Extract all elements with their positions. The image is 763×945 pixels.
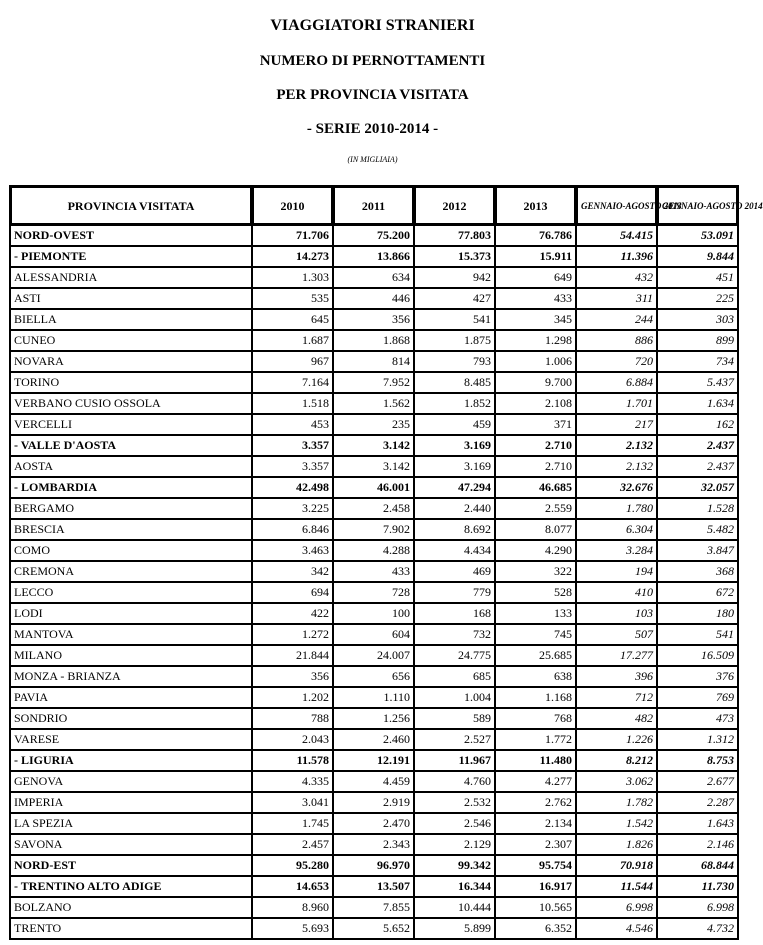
page-title: VIAGGIATORI STRANIERI — [270, 17, 475, 34]
cell-value: 649 — [495, 267, 576, 288]
cell-value: 2.710 — [495, 456, 576, 477]
cell-value: 9.700 — [495, 372, 576, 393]
page-subtitle-serie: - SERIE 2010-2014 - — [306, 121, 439, 137]
cell-value: 11.967 — [414, 750, 495, 771]
cell-value: 685 — [414, 666, 495, 687]
cell-value: 793 — [414, 351, 495, 372]
cell-value: 2.460 — [333, 729, 414, 750]
cell-value: 1.782 — [576, 792, 657, 813]
cell-value: 433 — [333, 561, 414, 582]
cell-value: 1.701 — [576, 393, 657, 414]
cell-value: 2.440 — [414, 498, 495, 519]
cell-value: 1.542 — [576, 813, 657, 834]
cell-value: 194 — [576, 561, 657, 582]
cell-provincia: TORINO — [10, 372, 252, 393]
cell-value: 244 — [576, 309, 657, 330]
cell-value: 645 — [252, 309, 333, 330]
cell-value: 656 — [333, 666, 414, 687]
cell-value: 5.482 — [657, 519, 738, 540]
cell-value: 1.687 — [252, 330, 333, 351]
cell-value: 168 — [414, 603, 495, 624]
cell-value: 2.457 — [252, 834, 333, 855]
cell-provincia: MONZA - BRIANZA — [10, 666, 252, 687]
cell-value: 541 — [657, 624, 738, 645]
cell-value: 634 — [333, 267, 414, 288]
cell-value: 2.458 — [333, 498, 414, 519]
cell-value: 11.396 — [576, 246, 657, 267]
cell-value: 2.343 — [333, 834, 414, 855]
cell-value: 2.043 — [252, 729, 333, 750]
table-row — [10, 645, 738, 666]
table-row — [10, 750, 738, 771]
header-provincia: PROVINCIA VISITATA — [10, 186, 252, 225]
cell-provincia: LODI — [10, 603, 252, 624]
cell-value: 356 — [252, 666, 333, 687]
cell-value: 356 — [333, 309, 414, 330]
table-row — [10, 456, 738, 477]
cell-value: 459 — [414, 414, 495, 435]
cell-value: 21.844 — [252, 645, 333, 666]
cell-value: 1.634 — [657, 393, 738, 414]
cell-value: 2.307 — [495, 834, 576, 855]
table-row — [10, 498, 738, 519]
cell-value: 13.507 — [333, 876, 414, 897]
cell-value: 342 — [252, 561, 333, 582]
cell-value: 541 — [414, 309, 495, 330]
header-gennaio-agosto-2013: GENNAIO-AGOSTO 2013 — [576, 186, 657, 225]
cell-value: 14.653 — [252, 876, 333, 897]
cell-value: 2.134 — [495, 813, 576, 834]
table-row — [10, 372, 738, 393]
cell-value: 7.164 — [252, 372, 333, 393]
table-row — [10, 708, 738, 729]
cell-value: 453 — [252, 414, 333, 435]
cell-provincia: GENOVA — [10, 771, 252, 792]
table-row — [10, 624, 738, 645]
table-row — [10, 582, 738, 603]
cell-value: 2.108 — [495, 393, 576, 414]
cell-value: 6.846 — [252, 519, 333, 540]
table-row — [10, 876, 738, 897]
table-row — [10, 414, 738, 435]
cell-provincia: - PIEMONTE — [10, 246, 252, 267]
cell-value: 604 — [333, 624, 414, 645]
cell-value: 368 — [657, 561, 738, 582]
cell-value: 17.277 — [576, 645, 657, 666]
cell-value: 886 — [576, 330, 657, 351]
cell-value: 4.277 — [495, 771, 576, 792]
cell-provincia: NOVARA — [10, 351, 252, 372]
cell-value: 942 — [414, 267, 495, 288]
cell-value: 694 — [252, 582, 333, 603]
cell-value: 5.652 — [333, 918, 414, 939]
table-row — [10, 288, 738, 309]
cell-value: 8.960 — [252, 897, 333, 918]
cell-value: 4.459 — [333, 771, 414, 792]
cell-value: 1.110 — [333, 687, 414, 708]
table-row — [10, 435, 738, 456]
cell-value: 16.917 — [495, 876, 576, 897]
cell-provincia: MILANO — [10, 645, 252, 666]
cell-value: 225 — [657, 288, 738, 309]
cell-provincia: AOSTA — [10, 456, 252, 477]
cell-value: 10.565 — [495, 897, 576, 918]
cell-value: 77.803 — [414, 225, 495, 246]
table-row — [10, 309, 738, 330]
cell-value: 100 — [333, 603, 414, 624]
cell-value: 473 — [657, 708, 738, 729]
cell-value: 322 — [495, 561, 576, 582]
cell-value: 11.544 — [576, 876, 657, 897]
cell-value: 68.844 — [657, 855, 738, 876]
cell-value: 4.760 — [414, 771, 495, 792]
cell-value: 422 — [252, 603, 333, 624]
cell-value: 672 — [657, 582, 738, 603]
cell-value: 1.772 — [495, 729, 576, 750]
cell-value: 16.509 — [657, 645, 738, 666]
cell-value: 2.527 — [414, 729, 495, 750]
cell-value: 15.373 — [414, 246, 495, 267]
cell-value: 3.142 — [333, 456, 414, 477]
cell-value: 14.273 — [252, 246, 333, 267]
cell-value: 1.202 — [252, 687, 333, 708]
cell-value: 75.200 — [333, 225, 414, 246]
cell-value: 732 — [414, 624, 495, 645]
cell-provincia: VARESE — [10, 729, 252, 750]
cell-provincia: ASTI — [10, 288, 252, 309]
cell-value: 728 — [333, 582, 414, 603]
cell-value: 469 — [414, 561, 495, 582]
cell-value: 2.559 — [495, 498, 576, 519]
table-row — [10, 729, 738, 750]
cell-value: 11.578 — [252, 750, 333, 771]
cell-value: 6.998 — [576, 897, 657, 918]
cell-value: 1.852 — [414, 393, 495, 414]
page-subtitle-provincia: PER PROVINCIA VISITATA — [276, 87, 469, 103]
table-row — [10, 225, 738, 246]
cell-value: 9.844 — [657, 246, 738, 267]
cell-provincia: BOLZANO — [10, 897, 252, 918]
cell-value: 5.437 — [657, 372, 738, 393]
table-row — [10, 393, 738, 414]
cell-value: 2.437 — [657, 435, 738, 456]
cell-value: 303 — [657, 309, 738, 330]
cell-value: 11.480 — [495, 750, 576, 771]
cell-value: 507 — [576, 624, 657, 645]
cell-provincia: - LIGURIA — [10, 750, 252, 771]
cell-value: 3.169 — [414, 435, 495, 456]
cell-value: 70.918 — [576, 855, 657, 876]
cell-provincia: MANTOVA — [10, 624, 252, 645]
cell-value: 15.911 — [495, 246, 576, 267]
cell-provincia: LA SPEZIA — [10, 813, 252, 834]
cell-value: 4.546 — [576, 918, 657, 939]
cell-value: 396 — [576, 666, 657, 687]
cell-value: 76.786 — [495, 225, 576, 246]
cell-value: 235 — [333, 414, 414, 435]
cell-value: 8.485 — [414, 372, 495, 393]
cell-value: 1.518 — [252, 393, 333, 414]
cell-value: 3.142 — [333, 435, 414, 456]
cell-value: 1.272 — [252, 624, 333, 645]
cell-value: 2.762 — [495, 792, 576, 813]
cell-value: 410 — [576, 582, 657, 603]
cell-value: 779 — [414, 582, 495, 603]
table-row — [10, 561, 738, 582]
cell-value: 103 — [576, 603, 657, 624]
cell-value: 7.855 — [333, 897, 414, 918]
cell-value: 1.562 — [333, 393, 414, 414]
cell-value: 4.732 — [657, 918, 738, 939]
cell-value: 46.001 — [333, 477, 414, 498]
cell-provincia: - VALLE D'AOSTA — [10, 435, 252, 456]
cell-provincia: PAVIA — [10, 687, 252, 708]
cell-value: 1.168 — [495, 687, 576, 708]
cell-value: 769 — [657, 687, 738, 708]
cell-value: 2.919 — [333, 792, 414, 813]
cell-value: 54.415 — [576, 225, 657, 246]
cell-value: 482 — [576, 708, 657, 729]
table-row — [10, 897, 738, 918]
table-row — [10, 918, 738, 939]
cell-value: 311 — [576, 288, 657, 309]
cell-value: 4.290 — [495, 540, 576, 561]
header-2012: 2012 — [414, 186, 495, 225]
cell-provincia: BRESCIA — [10, 519, 252, 540]
cell-value: 535 — [252, 288, 333, 309]
cell-value: 1.875 — [414, 330, 495, 351]
cell-provincia: NORD-EST — [10, 855, 252, 876]
cell-provincia: IMPERIA — [10, 792, 252, 813]
table-row — [10, 603, 738, 624]
cell-value: 432 — [576, 267, 657, 288]
cell-value: 2.532 — [414, 792, 495, 813]
cell-value: 6.998 — [657, 897, 738, 918]
cell-value: 133 — [495, 603, 576, 624]
cell-value: 1.745 — [252, 813, 333, 834]
cell-value: 2.677 — [657, 771, 738, 792]
cell-value: 589 — [414, 708, 495, 729]
cell-value: 3.041 — [252, 792, 333, 813]
cell-provincia: SONDRIO — [10, 708, 252, 729]
table-row — [10, 246, 738, 267]
table-row — [10, 813, 738, 834]
cell-provincia: COMO — [10, 540, 252, 561]
cell-value: 2.132 — [576, 435, 657, 456]
cell-value: 446 — [333, 288, 414, 309]
cell-value: 6.884 — [576, 372, 657, 393]
cell-value: 2.287 — [657, 792, 738, 813]
cell-value: 47.294 — [414, 477, 495, 498]
cell-provincia: - LOMBARDIA — [10, 477, 252, 498]
cell-provincia: NORD-OVEST — [10, 225, 252, 246]
cell-value: 8.692 — [414, 519, 495, 540]
cell-value: 24.007 — [333, 645, 414, 666]
cell-value: 71.706 — [252, 225, 333, 246]
cell-value: 734 — [657, 351, 738, 372]
cell-provincia: VERCELLI — [10, 414, 252, 435]
cell-value: 1.528 — [657, 498, 738, 519]
page-subtitle-pernottamenti: NUMERO DI PERNOTTAMENTI — [259, 53, 486, 69]
cell-value: 1.303 — [252, 267, 333, 288]
cell-value: 2.437 — [657, 456, 738, 477]
cell-value: 2.132 — [576, 456, 657, 477]
cell-provincia: LECCO — [10, 582, 252, 603]
cell-value: 3.062 — [576, 771, 657, 792]
cell-value: 24.775 — [414, 645, 495, 666]
cell-provincia: BERGAMO — [10, 498, 252, 519]
cell-value: 899 — [657, 330, 738, 351]
cell-value: 2.470 — [333, 813, 414, 834]
cell-value: 6.304 — [576, 519, 657, 540]
cell-value: 1.312 — [657, 729, 738, 750]
cell-value: 8.077 — [495, 519, 576, 540]
cell-value: 768 — [495, 708, 576, 729]
table-row — [10, 351, 738, 372]
cell-value: 451 — [657, 267, 738, 288]
cell-value: 162 — [657, 414, 738, 435]
cell-provincia: - TRENTINO ALTO ADIGE — [10, 876, 252, 897]
cell-value: 96.970 — [333, 855, 414, 876]
cell-value: 1.643 — [657, 813, 738, 834]
cell-value: 7.952 — [333, 372, 414, 393]
cell-value: 433 — [495, 288, 576, 309]
unit-note: (IN MIGLIAIA) — [347, 155, 398, 164]
cell-value: 745 — [495, 624, 576, 645]
cell-value: 180 — [657, 603, 738, 624]
cell-value: 3.463 — [252, 540, 333, 561]
cell-value: 3.357 — [252, 435, 333, 456]
cell-provincia: TRENTO — [10, 918, 252, 939]
cell-value: 12.191 — [333, 750, 414, 771]
cell-value: 3.169 — [414, 456, 495, 477]
cell-value: 4.288 — [333, 540, 414, 561]
table-body — [10, 225, 738, 939]
cell-value: 1.868 — [333, 330, 414, 351]
cell-value: 95.754 — [495, 855, 576, 876]
cell-value: 814 — [333, 351, 414, 372]
cell-value: 25.685 — [495, 645, 576, 666]
cell-value: 11.730 — [657, 876, 738, 897]
header-2010: 2010 — [252, 186, 333, 225]
table-row — [10, 687, 738, 708]
header-gennaio-agosto-2014: GENNAIO-AGOSTO 2014 — [657, 186, 738, 225]
cell-value: 1.826 — [576, 834, 657, 855]
cell-provincia: BIELLA — [10, 309, 252, 330]
cell-value: 32.676 — [576, 477, 657, 498]
table-row — [10, 330, 738, 351]
cell-value: 1.780 — [576, 498, 657, 519]
cell-value: 4.434 — [414, 540, 495, 561]
cell-value: 371 — [495, 414, 576, 435]
table-row — [10, 834, 738, 855]
cell-value: 712 — [576, 687, 657, 708]
cell-value: 1.298 — [495, 330, 576, 351]
data-table — [9, 185, 763, 940]
table-row — [10, 519, 738, 540]
cell-value: 217 — [576, 414, 657, 435]
cell-value: 2.546 — [414, 813, 495, 834]
cell-value: 376 — [657, 666, 738, 687]
cell-value: 5.693 — [252, 918, 333, 939]
cell-value: 788 — [252, 708, 333, 729]
cell-value: 638 — [495, 666, 576, 687]
cell-provincia: VERBANO CUSIO OSSOLA — [10, 393, 252, 414]
cell-value: 2.129 — [414, 834, 495, 855]
table-row — [10, 540, 738, 561]
table-row — [10, 771, 738, 792]
cell-value: 4.335 — [252, 771, 333, 792]
cell-value: 1.256 — [333, 708, 414, 729]
cell-value: 528 — [495, 582, 576, 603]
table-row — [10, 477, 738, 498]
cell-value: 99.342 — [414, 855, 495, 876]
cell-value: 1.006 — [495, 351, 576, 372]
table-row — [10, 855, 738, 876]
cell-provincia: ALESSANDRIA — [10, 267, 252, 288]
cell-value: 345 — [495, 309, 576, 330]
cell-value: 2.710 — [495, 435, 576, 456]
table-row — [10, 792, 738, 813]
cell-value: 3.847 — [657, 540, 738, 561]
cell-value: 16.344 — [414, 876, 495, 897]
cell-value: 6.352 — [495, 918, 576, 939]
cell-provincia: CUNEO — [10, 330, 252, 351]
cell-value: 720 — [576, 351, 657, 372]
table-row — [10, 267, 738, 288]
cell-value: 967 — [252, 351, 333, 372]
header-2013: 2013 — [495, 186, 576, 225]
cell-value: 427 — [414, 288, 495, 309]
cell-value: 32.057 — [657, 477, 738, 498]
cell-value: 3.225 — [252, 498, 333, 519]
cell-value: 8.753 — [657, 750, 738, 771]
cell-value: 2.146 — [657, 834, 738, 855]
table-header-row — [10, 186, 738, 225]
cell-value: 3.357 — [252, 456, 333, 477]
header-2011: 2011 — [333, 186, 414, 225]
cell-value: 13.866 — [333, 246, 414, 267]
cell-value: 53.091 — [657, 225, 738, 246]
cell-value: 42.498 — [252, 477, 333, 498]
cell-value: 7.902 — [333, 519, 414, 540]
cell-value: 3.284 — [576, 540, 657, 561]
cell-provincia: CREMONA — [10, 561, 252, 582]
cell-value: 46.685 — [495, 477, 576, 498]
cell-value: 1.226 — [576, 729, 657, 750]
cell-value: 10.444 — [414, 897, 495, 918]
cell-value: 5.899 — [414, 918, 495, 939]
cell-value: 8.212 — [576, 750, 657, 771]
cell-value: 1.004 — [414, 687, 495, 708]
cell-provincia: SAVONA — [10, 834, 252, 855]
cell-value: 95.280 — [252, 855, 333, 876]
table-row — [10, 666, 738, 687]
